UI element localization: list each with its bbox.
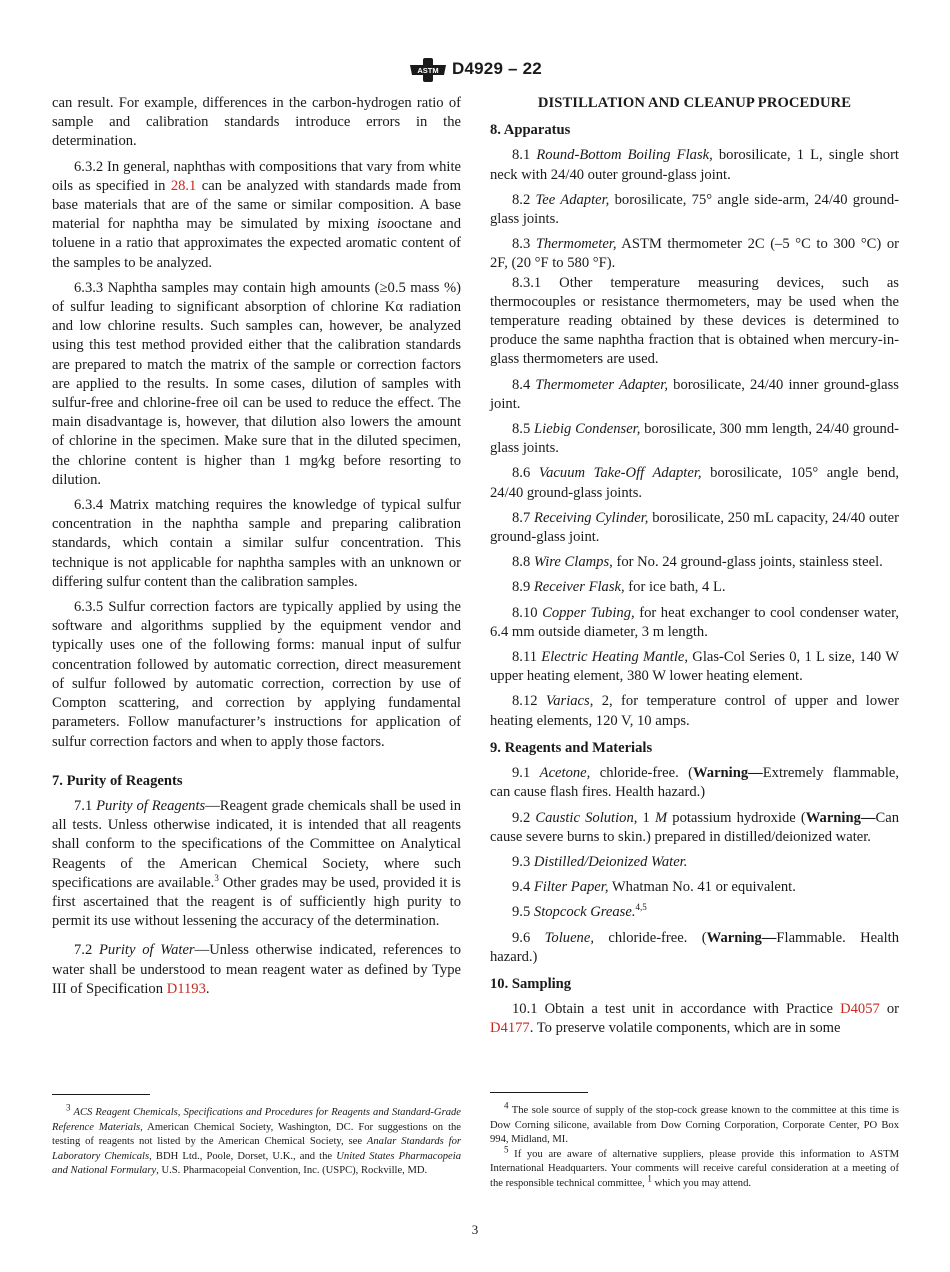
paragraph-8-3-1: 8.3.1 Other temperature measuring devices, such as thermocouples or resistance thermometers, may be used when the temperature reading obtained by these devices is determined to produce the same naphtha fraction that is obtained when mercury-in-glass thermometers are used. (490, 274, 899, 368)
paragraph-8-2: 8.2 Tee Adapter, borosilicate, 75° angle side-arm, 24/40 ground-glass joints. (490, 191, 899, 228)
paragraph-8-9: 8.9 Receiver Flask, for ice bath, 4 L. (512, 579, 726, 596)
footnote-marker: 1 (647, 1173, 652, 1184)
italic-text: Distilled/Deionized Water. (533, 853, 688, 870)
italic-text: Caustic Solution, (535, 809, 638, 826)
paragraph-10-1: 10.1 Obtain a test unit in accordance with Practice D4057 or D4177. To preserve volatile components, which are in some (490, 1001, 900, 1037)
italic-text: M (654, 809, 668, 826)
italic-text: Copper Tubing, (542, 604, 635, 621)
paragraph-8-10: 8.10 Copper Tubing, for heat exchanger to cool condenser water, 6.4 mm outside diameter, 3 m length. (490, 604, 899, 640)
italic-text: Variacs, (545, 693, 594, 710)
italic-text: Wire Clamps, (533, 554, 613, 571)
footnote-4: $^4$ The sole source of supply of the stop-cock grease known to the committee at this time is Dow Corning silicone, available from Dow Corning Corporation, Corporate Center, PO Box 994, Midland, MI. (490, 1100, 899, 1146)
italic-text: iso (377, 216, 395, 233)
bold-text: Warning— (805, 809, 876, 826)
document-designation: D4929 – 22 (452, 59, 542, 78)
reference-link[interactable]: D4177 (490, 1020, 530, 1037)
section-8-heading: 8. Apparatus (490, 122, 571, 139)
italic-text: Filter Paper, (533, 879, 609, 896)
italic-text: Liebig Condenser, (534, 421, 641, 438)
paragraph-8-12: 8.12 Variacs, 2, for temperature control of upper and lower heating elements, 120 V, 10 amps. (490, 693, 900, 729)
italic-text: Receiving Cylinder, (534, 509, 649, 526)
paragraph-8-11: 8.11 Electric Heating Mantle, Glas-Col Series 0, 1 L size, 140 W upper heating element, 380 W lower heating element. (490, 649, 899, 685)
footnote-marker: 4 (504, 1100, 509, 1111)
astm-logo-icon (408, 58, 448, 87)
section-7-heading: 7. Purity of Reagents (52, 772, 183, 789)
paragraph-6-3-2: 6.3.2 In general, naphthas with compositions that vary from white oils as specified in 28.1 can be analyzed with standards made from base materials that are of the same or similar composition. A base material for naphtha may be simulated by mixing isooctane and toluene in a ratio that approximates the expected aromatic content of the samples to be analyzed. (52, 158, 461, 271)
italic-text: Round-Bottom Boiling Flask, (536, 147, 713, 164)
italic-text: Thermometer, (535, 236, 617, 253)
reference-link[interactable]: 28.1 (170, 177, 197, 194)
paragraph-6-3-1-continued: can result. For example, differences in the carbon-hydrogen ratio of sample and calibration standards introduce errors in the determination. (52, 95, 461, 150)
italic-text: Purity of Reagents (96, 797, 206, 814)
footnote-marker: 3 (214, 872, 219, 883)
footnote-5: $^5$ If you are aware of alternative suppliers, please provide this information to ASTM International Headquarters. Your comments will receive careful consideration at a meeting of the responsible technical committee, $^1$ which you may attend. (490, 1144, 899, 1189)
italic-text: Stopcock Grease. (533, 904, 636, 921)
italic-text: Toluene, (544, 929, 594, 946)
paragraph-8-6: 8.6 Vacuum Take-Off Adapter, borosilicate, 105° angle bend, 24/40 ground-glass joints. (490, 465, 900, 501)
footnote-3: $^3$ ACS Reagent Chemicals, Specifications and Procedures for Reagents and Standard-Grade Reference Materials, American Chemical Society, Washington, DC. For suggestions on the testing of reagents not listed by the American Chemical Society, see Analar Standards for Laboratory Chemicals, BDH Ltd., Poole, Dorset, U.K., and the United States Pharmacopeia and National Formulary, U.S. Pharmacopeial Convention, Inc. (USPC), Rockville, MD. (52, 1102, 462, 1177)
footnotes-left (52, 1102, 462, 1179)
paragraph-8-8: 8.8 Wire Clamps, for No. 24 ground-glass joints, stainless steel. (512, 554, 883, 571)
section-10-heading: 10. Sampling (490, 975, 572, 992)
section-9-heading: 9. Reagents and Materials (490, 739, 653, 756)
paragraph-6-3-5: 6.3.5 Sulfur correction factors are typically applied by using the software and algorithms supplied by the equipment vendor and typically uses one of the following forms: manual input of sulfur concentration followed by automatic correction, direct measurement of sulfur followed by automatic correction, correction by use of Compton scattering, and correction by applying fundamental parameters. Follow manufacturer’s instructions for application of sulfur correction factors and when to apply those factors. (52, 599, 461, 750)
paragraph-6-3-4: 6.3.4 Matrix matching requires the knowledge of typical sulfur concentration in the naphtha sample and preparing calibration standards, which contain a similar sulfur concentration. This technique is not applicable for naphtha samples with an unknown or differing sulfur content than the calibration samples. (52, 497, 461, 590)
right-column (490, 94, 899, 1045)
bold-text: Warning— (693, 765, 763, 782)
svg-text:ASTM: ASTM (417, 66, 439, 75)
paragraph-8-4: 8.4 Thermometer Adapter, borosilicate, 24/40 inner ground-glass joint. (490, 376, 899, 412)
italic-text: Purity of Water (98, 942, 195, 959)
italic-text: Tee Adapter, (535, 191, 610, 208)
italic-text: Thermometer Adapter, (535, 376, 668, 393)
left-column (52, 94, 461, 1005)
footnote-marker: 4,5 (635, 902, 647, 913)
italic-text: United States Pharmacopeia and National Formulary (52, 1150, 461, 1177)
paragraph-8-5: 8.5 Liebig Condenser, borosilicate, 300 mm length, 24/40 ground-glass joints. (490, 421, 899, 457)
paragraph-8-1: 8.1 Round-Bottom Boiling Flask, borosilicate, 1 L, single short neck with 24/40 outer ground-glass joint. (490, 147, 899, 183)
paragraph-9-2: 9.2 Caustic Solution, 1 M potassium hydroxide (Warning—Can cause severe burns to skin.) prepared in distilled/deionized water. (490, 809, 900, 845)
procedure-heading: DISTILLATION AND CLEANUP PROCEDURE (537, 95, 852, 111)
paragraph-9-4: 9.4 Filter Paper, Whatman No. 41 or equivalent. (512, 879, 796, 896)
paragraph-9-3: 9.3 Distilled/Deionized Water. (512, 853, 688, 870)
paragraph-7-1: 7.1 Purity of Reagents—Reagent grade chemicals shall be used in all tests. Unless otherwise indicated, it is intended that all reagents shall conform to the specifications of the Committee on Analytical Reagents of the American Chemical Society, where such specifications are available.$^3$ Other grades may be used, provided it is first ascertained that the reagent is of sufficiently high purity to permit its use without lessening the accuracy of the determination. (52, 797, 462, 930)
paragraph-6-3-3: 6.3.3 Naphtha samples may contain high amounts (≥0.5 mass %) of sulfur leading to significant absorption of chlorine Kα radiation and low chlorine results. Such samples can, however, be analyzed using this test method provided either that the calibration standards are prepared to match the matrix of the sample or correction factors are applied to the results. In some cases, dilution of samples with sulfur-free and chlorine-free oil can be used to reduce the effect. The main disadvantage is, however, that dilution also lowers the amount of chlorine in the specimen. Make sure that in the diluted specimen, the chlorine content is higher than 1 mg⁄kg before resorting to dilution. (52, 279, 461, 488)
italic-text: Acetone, (539, 765, 591, 782)
paragraph-9-5: 9.5 Stopcock Grease.$^{4,5}$ (512, 902, 647, 921)
paragraph-8-7: 8.7 Receiving Cylinder, borosilicate, 250 mL capacity, 24/40 outer ground-glass joint. (490, 509, 900, 546)
reference-link[interactable]: D4057 (840, 1001, 880, 1018)
italic-text: ACS Reagent Chemicals, Specifications and Procedures for Reagents and Standard-Grade Reference Materials (52, 1107, 461, 1133)
footnote-rule-right (490, 1092, 588, 1093)
paragraph-9-1: 9.1 Acetone, chloride-free. (Warning—Extremely flammable, can cause flash fires. Health hazard.) (490, 765, 899, 801)
italic-text: Electric Heating Mantle, (541, 649, 689, 666)
footnote-marker: 5 (504, 1144, 509, 1155)
page-number: 3 (471, 1222, 479, 1237)
bold-text: Warning— (706, 929, 777, 946)
reference-link[interactable]: D1193 (166, 980, 206, 997)
italic-text: Analar Standards for Laboratory Chemicals (52, 1136, 461, 1162)
paragraph-8-3: 8.3 Thermometer, ASTM thermometer 2C (–5 °C to 300 °C) or 2F, (20 °F to 580 °F). (490, 236, 899, 272)
footnotes-right (490, 1100, 899, 1192)
paragraph-7-2: 7.2 Purity of Water—Unless otherwise indicated, references to water shall be understood to mean reagent water as defined by Type III of Specification D1193. (52, 942, 462, 997)
paragraph-9-6: 9.6 Toluene, chloride-free. (Warning—Flammable. Health hazard.) (490, 929, 900, 965)
italic-text: Vacuum Take-Off Adapter, (538, 465, 702, 482)
footnote-rule-left (52, 1094, 150, 1095)
italic-text: Receiver Flask, (533, 579, 625, 596)
page-header (0, 54, 950, 84)
footnote-marker: 3 (66, 1102, 71, 1113)
